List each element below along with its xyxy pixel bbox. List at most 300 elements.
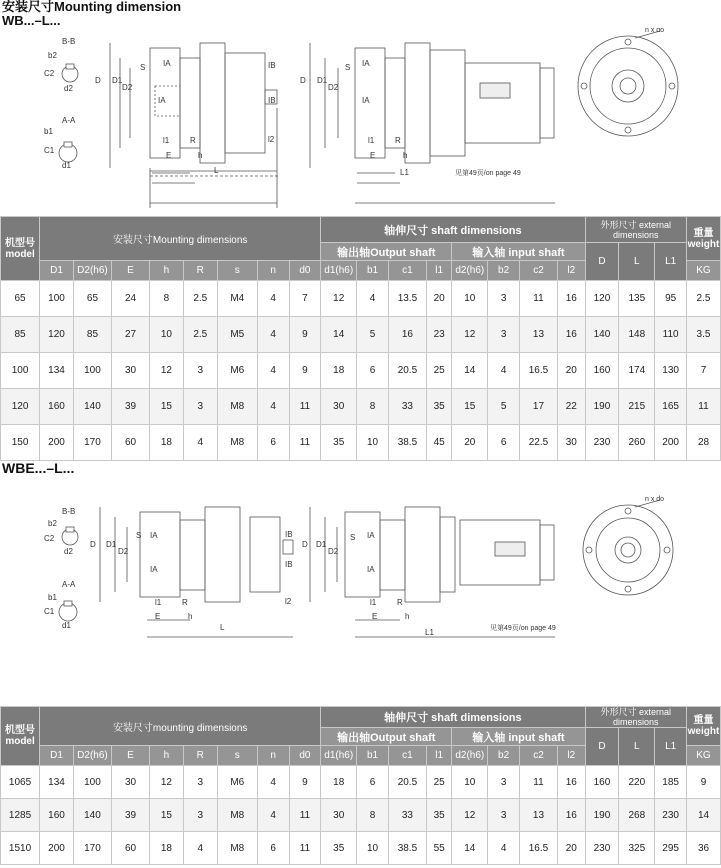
table-cell: 134 (40, 766, 74, 799)
table-cell: 95 (655, 281, 687, 317)
table-cell: 10 (452, 766, 488, 799)
table-cell: 13.5 (388, 281, 426, 317)
col-d2: d2(h6) (452, 746, 488, 766)
table-cell: 230 (585, 832, 619, 865)
table-cell: 2.5 (183, 317, 217, 353)
svg-text:D2: D2 (328, 83, 339, 92)
table-cell: 4 (183, 425, 217, 461)
table-cell: 6 (357, 353, 389, 389)
col-c2: c2 (519, 746, 557, 766)
table-cell: 13 (519, 317, 557, 353)
svg-text:h: h (403, 151, 408, 160)
svg-text:C1: C1 (44, 146, 55, 155)
table-cell: 10 (150, 317, 184, 353)
svg-text:D: D (90, 540, 96, 549)
col-l1: l1 (426, 746, 451, 766)
col-h: h (150, 746, 184, 766)
col-L1: L1 (655, 243, 687, 281)
table-cell: 110 (655, 317, 687, 353)
col-kg: KG (687, 261, 721, 281)
svg-text:D2: D2 (328, 547, 339, 556)
col-L: L (619, 728, 655, 766)
col-mounting: 安装尺寸mounting dimensions (40, 707, 321, 746)
table-cell: 6 (257, 425, 289, 461)
table-cell: 150 (1, 425, 40, 461)
table-cell: 16 (388, 317, 426, 353)
col-l2: l2 (558, 261, 586, 281)
col-d0: d0 (289, 746, 321, 766)
svg-text:B-B: B-B (62, 507, 76, 516)
table-cell: M4 (217, 281, 257, 317)
table-cell: 3 (488, 799, 520, 832)
table-cell: 4 (488, 832, 520, 865)
table-cell: 160 (585, 353, 619, 389)
section-bb-label: B-B (62, 37, 76, 46)
svg-text:C2: C2 (44, 69, 55, 78)
col-weight: 重量 weight (687, 707, 721, 746)
table-cell: 3 (488, 281, 520, 317)
table-cell: 30 (321, 389, 357, 425)
svg-text:见第49页/on page 49: 见第49页/on page 49 (490, 625, 556, 632)
svg-text:见第49页/on page 49: 见第49页/on page 49 (455, 170, 521, 177)
table-cell: 35 (426, 799, 451, 832)
table-cell: 16 (558, 281, 586, 317)
svg-text:D: D (95, 76, 101, 85)
table-cell: 170 (73, 425, 111, 461)
svg-text:n x do: n x do (645, 496, 665, 503)
table-cell: 39 (111, 389, 149, 425)
table-cell: 39 (111, 799, 149, 832)
table-cell: 9 (289, 766, 321, 799)
table-cell: 165 (655, 389, 687, 425)
table-cell: 55 (426, 832, 451, 865)
table-row (1, 766, 721, 799)
section2-title: WBE...–L... (2, 460, 75, 476)
table-row (1, 317, 721, 353)
table-cell: 22.5 (519, 425, 557, 461)
table-cell: 12 (452, 799, 488, 832)
svg-text:d1: d1 (62, 161, 71, 170)
svg-text:IA: IA (367, 565, 375, 574)
table-cell: 268 (619, 799, 655, 832)
table-cell: 25 (426, 353, 451, 389)
section1-model-title: WB...–L... (2, 13, 61, 28)
table-cell: 1285 (1, 799, 40, 832)
table-cell: 14 (452, 832, 488, 865)
svg-text:D2: D2 (118, 547, 129, 556)
svg-text:D2: D2 (122, 83, 133, 92)
svg-text:D: D (300, 76, 306, 85)
table-cell: 6 (357, 766, 389, 799)
drawing-wb (0, 28, 721, 210)
col-D2: D2(h6) (73, 261, 111, 281)
table-cell: 3.5 (687, 317, 721, 353)
table-cell: 38.5 (388, 832, 426, 865)
svg-text:IB: IB (285, 560, 293, 569)
col-n: n (257, 746, 289, 766)
table-cell: 45 (426, 425, 451, 461)
table-cell: 4 (488, 353, 520, 389)
table-cell: 12 (321, 281, 357, 317)
table-cell: 18 (321, 766, 357, 799)
col-R: R (183, 746, 217, 766)
col-s: s (217, 746, 257, 766)
table-cell: 27 (111, 317, 149, 353)
table-cell: 4 (183, 832, 217, 865)
table-cell: M8 (217, 389, 257, 425)
svg-text:IA: IA (367, 531, 375, 540)
table-cell: 100 (73, 766, 111, 799)
table-cell: 30 (111, 353, 149, 389)
svg-text:R: R (397, 598, 403, 607)
table-cell: 35 (426, 389, 451, 425)
svg-text:D1: D1 (317, 76, 328, 85)
table-cell: 7 (289, 281, 321, 317)
table-cell: 295 (655, 832, 687, 865)
table-cell: 4 (257, 766, 289, 799)
table-cell: 3 (488, 317, 520, 353)
table-cell: 1510 (1, 832, 40, 865)
col-outer: 外形尺寸 external dimensions (585, 707, 686, 728)
table-cell: 13 (519, 799, 557, 832)
table-cell: 11 (519, 766, 557, 799)
col-d1: d1(h6) (321, 746, 357, 766)
col-input-shaft: 输入轴 input shaft (452, 728, 585, 746)
table-cell: 3 (183, 353, 217, 389)
svg-text:R: R (190, 136, 196, 145)
svg-text:h: h (188, 612, 193, 621)
svg-text:S: S (136, 531, 142, 540)
svg-text:R: R (182, 598, 188, 607)
table-cell: 100 (40, 281, 74, 317)
table-cell: 6 (257, 832, 289, 865)
table-cell: 30 (321, 799, 357, 832)
table-cell: 3 (183, 389, 217, 425)
col-b2: b2 (488, 261, 520, 281)
table-cell: 135 (619, 281, 655, 317)
table-cell: 16.5 (519, 353, 557, 389)
table-cell: 16 (558, 766, 586, 799)
table-cell: 140 (73, 389, 111, 425)
table-cell: 85 (73, 317, 111, 353)
table-cell: 120 (1, 389, 40, 425)
svg-text:l1: l1 (155, 598, 162, 607)
col-weight: 重量 weight (687, 217, 721, 261)
table-cell: 190 (585, 799, 619, 832)
col-l2: l2 (558, 746, 586, 766)
col-output-shaft: 输出轴Output shaft (321, 243, 452, 261)
table-cell: 16 (558, 799, 586, 832)
col-mounting: 安装尺寸Mounting dimensions (40, 217, 321, 261)
table-cell: 260 (619, 425, 655, 461)
svg-text:IB: IB (268, 61, 276, 70)
table-cell: 200 (40, 425, 74, 461)
svg-text:l1: l1 (368, 136, 375, 145)
table-cell: 325 (619, 832, 655, 865)
table-cell: 60 (111, 832, 149, 865)
svg-text:IA: IA (150, 565, 158, 574)
table-cell: 35 (321, 425, 357, 461)
table-cell: 130 (655, 353, 687, 389)
svg-text:IA: IA (362, 96, 370, 105)
table-cell: 100 (1, 353, 40, 389)
table-cell: 15 (452, 389, 488, 425)
table-cell: 160 (40, 389, 74, 425)
table-cell: 20 (452, 425, 488, 461)
svg-text:A-A: A-A (62, 580, 76, 589)
col-b1: b1 (357, 746, 389, 766)
table-cell: 11 (687, 389, 721, 425)
table-cell: M8 (217, 425, 257, 461)
table-cell: 230 (655, 799, 687, 832)
table-cell: 24 (111, 281, 149, 317)
table-cell: 30 (558, 425, 586, 461)
col-model: 机型号 model (1, 707, 40, 766)
svg-text:l2: l2 (285, 597, 292, 606)
table-cell: M6 (217, 353, 257, 389)
table-cell: 15 (150, 799, 184, 832)
table-cell: 14 (687, 799, 721, 832)
col-outer: 外形尺寸 external dimensions (585, 217, 686, 243)
col-h: h (150, 261, 184, 281)
col-b1: b1 (357, 261, 389, 281)
section1-title: 安装尺寸Mounting dimension (2, 0, 182, 14)
col-input-shaft: 输入轴 input shaft (452, 243, 585, 261)
col-output-shaft: 输出轴Output shaft (321, 728, 452, 746)
table-cell: 134 (40, 353, 74, 389)
svg-text:D1: D1 (316, 540, 327, 549)
table-row (1, 832, 721, 865)
table-cell: 11 (519, 281, 557, 317)
table-row (1, 425, 721, 461)
table-cell: 9 (687, 766, 721, 799)
table-cell: 16.5 (519, 832, 557, 865)
svg-text:d2: d2 (64, 547, 73, 556)
table-cell: 38.5 (388, 425, 426, 461)
svg-text:IA: IA (362, 59, 370, 68)
col-D: D (585, 243, 619, 281)
svg-text:E: E (166, 151, 172, 160)
table-cell: 4 (257, 353, 289, 389)
svg-text:E: E (372, 612, 378, 621)
table-cell: 22 (558, 389, 586, 425)
svg-text:C2: C2 (44, 534, 55, 543)
table-cell: 100 (73, 353, 111, 389)
col-D1: D1 (40, 746, 74, 766)
table-cell: 8 (357, 389, 389, 425)
table-cell: 140 (585, 317, 619, 353)
table-cell: 148 (619, 317, 655, 353)
table-cell: 20 (558, 353, 586, 389)
table-cell: 10 (452, 281, 488, 317)
table-cell: 33 (388, 799, 426, 832)
col-E: E (111, 261, 149, 281)
table-cell: 200 (40, 832, 74, 865)
svg-text:D1: D1 (106, 540, 117, 549)
table-cell: 11 (289, 832, 321, 865)
table-cell: 12 (150, 766, 184, 799)
table-cell: 33 (388, 389, 426, 425)
table-cell: 5 (357, 317, 389, 353)
table-cell: 4 (257, 317, 289, 353)
table-cell: 25 (426, 766, 451, 799)
col-l1: l1 (426, 261, 451, 281)
table-cell: 160 (40, 799, 74, 832)
svg-text:h: h (198, 151, 203, 160)
drawing-wbe (0, 492, 721, 642)
svg-text:l1: l1 (370, 598, 377, 607)
table-cell: M6 (217, 766, 257, 799)
table-cell: 10 (357, 832, 389, 865)
table-cell: 8 (150, 281, 184, 317)
table-cell: 160 (585, 766, 619, 799)
svg-text:d2: d2 (64, 84, 73, 93)
table-cell: 6 (488, 425, 520, 461)
svg-text:C1: C1 (44, 607, 55, 616)
table-cell: 1065 (1, 766, 40, 799)
svg-text:b2: b2 (48, 519, 57, 528)
table-cell: 170 (73, 832, 111, 865)
svg-text:S: S (350, 533, 356, 542)
svg-text:L: L (214, 166, 219, 175)
table-cell: 9 (289, 317, 321, 353)
table-cell: 35 (321, 832, 357, 865)
table-cell: 215 (619, 389, 655, 425)
spec-table-wbe (0, 706, 721, 865)
table-cell: 9 (289, 353, 321, 389)
table-cell: 65 (73, 281, 111, 317)
table-cell: 60 (111, 425, 149, 461)
table-cell: 20.5 (388, 766, 426, 799)
svg-text:L1: L1 (425, 628, 434, 637)
table-cell: 11 (289, 799, 321, 832)
col-c1: c1 (388, 746, 426, 766)
svg-text:E: E (370, 151, 376, 160)
table-cell: 120 (40, 317, 74, 353)
table-cell: 4 (257, 389, 289, 425)
svg-text:R: R (395, 136, 401, 145)
table-cell: 200 (655, 425, 687, 461)
table-row (1, 799, 721, 832)
table-cell: 18 (150, 832, 184, 865)
table-cell: M8 (217, 799, 257, 832)
svg-text:S: S (345, 63, 351, 72)
table-cell: 8 (357, 799, 389, 832)
table-cell: 18 (150, 425, 184, 461)
svg-text:E: E (155, 612, 161, 621)
svg-text:D: D (302, 540, 308, 549)
table-cell: 65 (1, 281, 40, 317)
table-cell: 220 (619, 766, 655, 799)
col-kg: KG (687, 746, 721, 766)
table-cell: 190 (585, 389, 619, 425)
svg-text:l2: l2 (268, 135, 275, 144)
table-cell: 140 (73, 799, 111, 832)
table-cell: 30 (111, 766, 149, 799)
table-cell: 12 (150, 353, 184, 389)
svg-text:L: L (220, 623, 225, 632)
svg-text:b1: b1 (44, 127, 53, 136)
col-L1: L1 (655, 728, 687, 766)
svg-text:b2: b2 (48, 51, 57, 60)
table-cell: 20.5 (388, 353, 426, 389)
table-cell: 15 (150, 389, 184, 425)
col-d2: d2(h6) (452, 261, 488, 281)
table-cell: 185 (655, 766, 687, 799)
col-c2: c2 (519, 261, 557, 281)
table-cell: 4 (357, 281, 389, 317)
col-L: L (619, 243, 655, 281)
table-cell: 3 (183, 766, 217, 799)
table-cell: 2.5 (183, 281, 217, 317)
table-cell: 3 (488, 766, 520, 799)
table-row (1, 281, 721, 317)
svg-text:h: h (405, 612, 410, 621)
svg-text:l1: l1 (163, 136, 170, 145)
table-cell: 7 (687, 353, 721, 389)
col-shaft: 轴伸尺寸 shaft dimensions (321, 707, 585, 728)
svg-text:b1: b1 (48, 593, 57, 602)
svg-text:D1: D1 (112, 76, 123, 85)
col-D: D (585, 728, 619, 766)
col-b2: b2 (488, 746, 520, 766)
svg-text:d1: d1 (62, 621, 71, 630)
svg-text:IA: IA (158, 96, 166, 105)
table-cell: 18 (321, 353, 357, 389)
col-c1: c1 (388, 261, 426, 281)
table-cell: 120 (585, 281, 619, 317)
svg-text:L1: L1 (400, 168, 409, 177)
table-cell: 14 (452, 353, 488, 389)
spec-table-wb (0, 216, 721, 461)
table-cell: 14 (321, 317, 357, 353)
svg-text:IB: IB (285, 530, 293, 539)
svg-text:IB: IB (268, 96, 276, 105)
col-shaft: 轴伸尺寸 shaft dimensions (321, 217, 585, 243)
section-aa-label: A-A (62, 116, 76, 125)
table-cell: 20 (558, 832, 586, 865)
table-cell: 20 (426, 281, 451, 317)
col-d0: d0 (289, 261, 321, 281)
col-d1: d1(h6) (321, 261, 357, 281)
svg-text:IA: IA (150, 531, 158, 540)
table-cell: 12 (452, 317, 488, 353)
table-cell: 11 (289, 389, 321, 425)
table-cell: 85 (1, 317, 40, 353)
col-model: 机型号 model (1, 217, 40, 281)
table-cell: 4 (257, 281, 289, 317)
table-cell: M5 (217, 317, 257, 353)
table-cell: 230 (585, 425, 619, 461)
table-cell: 2.5 (687, 281, 721, 317)
svg-text:S: S (140, 63, 146, 72)
col-E: E (111, 746, 149, 766)
svg-text:IA: IA (163, 59, 171, 68)
table-cell: 16 (558, 317, 586, 353)
col-s: s (217, 261, 257, 281)
table-cell: M8 (217, 832, 257, 865)
col-R: R (183, 261, 217, 281)
table-cell: 5 (488, 389, 520, 425)
table-cell: 36 (687, 832, 721, 865)
table-cell: 174 (619, 353, 655, 389)
table-cell: 10 (357, 425, 389, 461)
table-cell: 17 (519, 389, 557, 425)
col-D2: D2(h6) (73, 746, 111, 766)
table-cell: 28 (687, 425, 721, 461)
table-cell: 4 (257, 799, 289, 832)
table-row (1, 389, 721, 425)
